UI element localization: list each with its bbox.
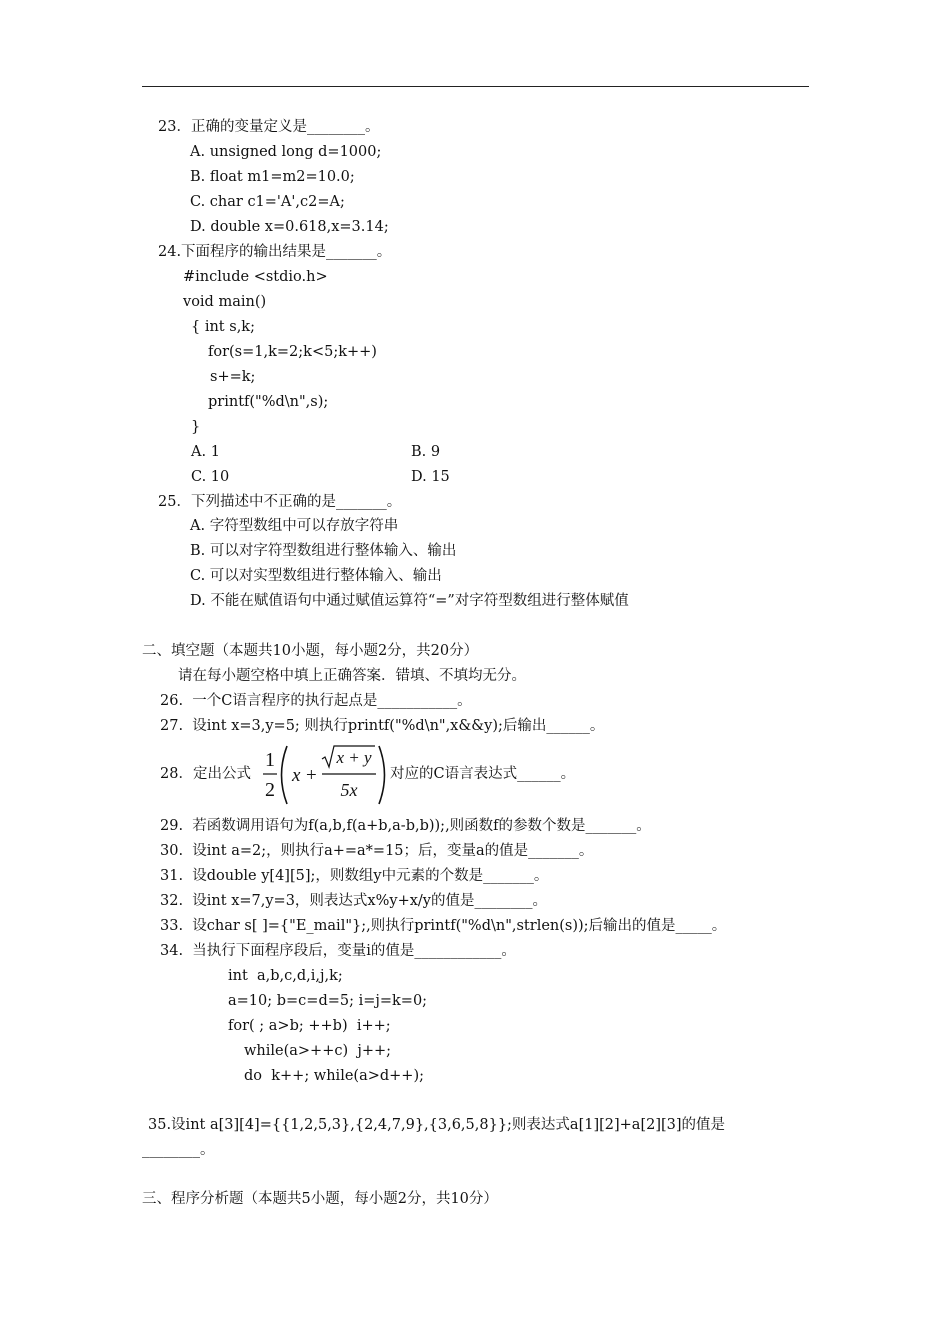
header-rule — [142, 86, 809, 87]
question-29: 29. 若函数调用语句为f(a,b,f(a+b,a-b,b));,则函数f的参数个数是_______。 — [160, 818, 651, 834]
question-24-option-b: B. 9 — [411, 444, 441, 460]
question-23-option-c: C. char c1='A',c2=A; — [190, 194, 345, 210]
question-24-code-line: { int s,k; — [191, 319, 255, 335]
section-2-title: 二、填空题（本题共10小题，每小题2分，共20分） — [142, 643, 479, 659]
question-24-code-line: s+=k; — [210, 369, 256, 385]
formula-plus: + — [306, 765, 317, 786]
question-25-stem: 25．下列描述中不正确的是_______。 — [158, 494, 402, 510]
section-2-instruction: 请在每小题空格中填上正确答案．错填、不填均无分。 — [178, 668, 526, 684]
question-24-code-line: printf("%d\n",s); — [208, 394, 329, 410]
question-34-code-line: a=10; b=c=d=5; i=j=k=0; — [228, 993, 428, 1009]
question-28-suffix: 对应的C语言表达式______。 — [390, 766, 576, 782]
question-34-code-line: int a,b,c,d,i,j,k; — [228, 968, 343, 984]
question-27: 27. 设int x=3,y=5; 则执行printf("%d\n",x&&y);后输出______。 — [160, 718, 605, 734]
question-32: 32. 设int x=7,y=3，则表达式x%y+x/y的值是________。 — [160, 893, 547, 909]
question-35-line-1: 35.设int a[3][4]={{1,2,5,3},{2,4,7,9},{3,6,5,8}};则表达式a[1][2]+a[2][3]的值是 — [148, 1117, 726, 1133]
question-31: 31. 设double y[4][5];，则数组y中元素的个数是_______。 — [160, 868, 549, 884]
frac-numerator: 1 — [265, 749, 275, 771]
question-24-code-line: void main() — [183, 294, 267, 310]
frac-denominator: 2 — [265, 779, 275, 801]
right-paren — [379, 746, 385, 804]
question-25-option-d: D. 不能在赋值语句中通过赋值运算符“=”对字符型数组进行整体赋值 — [190, 593, 629, 609]
question-33: 33. 设char s[ ]={"E_mail"};,则执行printf("%d\n",strlen(s));后输出的值是_____。 — [160, 918, 727, 934]
question-28-prefix: 28．定出公式 — [160, 766, 251, 782]
question-25-option-c: C. 可以对实型数组进行整体输入、输出 — [190, 568, 442, 584]
question-34-code-line: while(a>++c) j++; — [244, 1043, 392, 1059]
question-24-code-line: } — [191, 419, 201, 435]
question-25-option-b: B. 可以对字符型数组进行整体输入、输出 — [190, 543, 457, 559]
question-24-option-d: D. 15 — [411, 469, 450, 485]
question-24-stem: 24.下面程序的输出结果是_______。 — [158, 244, 392, 260]
left-paren — [282, 746, 288, 804]
question-25-option-a: A. 字符型数组中可以存放字符串 — [190, 518, 399, 534]
question-34-code-line: do k++; while(a>d++); — [244, 1068, 424, 1084]
question-30: 30. 设int a=2;，则执行a+=a*=15；后，变量a的值是_______。 — [160, 843, 594, 859]
question-24-code-line: for(s=1,k=2;k<5;k++) — [208, 344, 377, 360]
formula — [258, 742, 390, 808]
formula-x: x — [292, 765, 301, 786]
question-35-line-2: ________。 — [142, 1142, 215, 1158]
sqrt-argument: x + y — [336, 748, 372, 767]
question-24-code-line: #include <stdio.h> — [183, 269, 328, 285]
question-24-option-c: C. 10 — [191, 469, 230, 485]
question-23-stem: 23．正确的变量定义是________。 — [158, 119, 380, 135]
question-34-stem: 34. 当执行下面程序段后，变量i的值是____________。 — [160, 943, 516, 959]
formula-denominator: 5x — [340, 780, 358, 800]
question-24-option-a: A. 1 — [191, 444, 220, 460]
section-3-title: 三、程序分析题（本题共5小题，每小题2分，共10分） — [142, 1191, 498, 1207]
question-23-option-b: B. float m1=m2=10.0; — [190, 169, 355, 185]
question-34-code-line: for( ; a>b; ++b) i++; — [228, 1018, 391, 1034]
question-26: 26. 一个C语言程序的执行起点是___________。 — [160, 693, 472, 709]
question-23-option-a: A. unsigned long d=1000; — [190, 144, 382, 160]
question-23-option-d: D. double x=0.618,x=3.14; — [190, 219, 389, 235]
